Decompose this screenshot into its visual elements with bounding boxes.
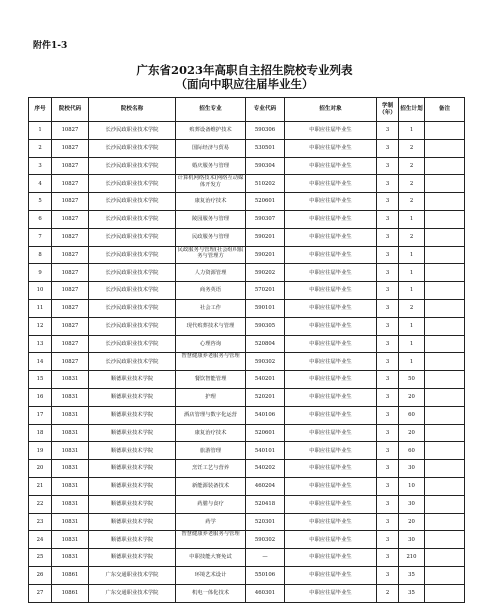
cell-note (425, 157, 465, 175)
cell-plan: 20 (399, 513, 425, 531)
cell-years: 3 (377, 442, 399, 460)
cell-school-name: 长沙民政职业技术学院 (89, 335, 176, 353)
cell-school-code: 10827 (52, 299, 89, 317)
cell-major: 人力资源管理 (176, 264, 246, 282)
cell-school-code: 10831 (52, 388, 89, 406)
cell-plan: 2 (399, 193, 425, 211)
cell-no: 1 (29, 122, 52, 140)
cell-no: 26 (29, 566, 52, 584)
cell-target: 中职应往届毕业生 (285, 531, 377, 549)
cell-school-name: 顺德职业技术学院 (89, 477, 176, 495)
cell-major: 婚庆服务与管理 (176, 157, 246, 175)
cell-target: 中职应往届毕业生 (285, 335, 377, 353)
cell-target: 中职应往届毕业生 (285, 549, 377, 567)
cell-plan: 2 (399, 228, 425, 246)
cell-major-code: 460204 (246, 477, 285, 495)
cell-years: 3 (377, 210, 399, 228)
cell-major (176, 353, 246, 371)
cell-major: 机电一体化技术 (176, 584, 246, 602)
cell-major (176, 531, 246, 549)
cell-major-code: 590201 (246, 246, 285, 264)
cell-school-code: 10827 (52, 246, 89, 264)
table-row (29, 157, 465, 175)
cell-major: 商务英语 (176, 282, 246, 300)
header-school-name: 院校名称 (89, 98, 176, 122)
cell-plan: 1 (399, 210, 425, 228)
table-row (29, 513, 465, 531)
cell-major-code: 520301 (246, 513, 285, 531)
cell-major-code: 520804 (246, 335, 285, 353)
table-row (29, 424, 465, 442)
cell-school-code: 10827 (52, 228, 89, 246)
cell-major: 中职技能大赛免试 (176, 549, 246, 567)
header-note: 备注 (425, 98, 465, 122)
cell-no: 5 (29, 193, 52, 211)
cell-school-name: 长沙民政职业技术学院 (89, 228, 176, 246)
cell-major-code: 520601 (246, 193, 285, 211)
cell-no: 27 (29, 584, 52, 602)
cell-target: 中职应往届毕业生 (285, 406, 377, 424)
cell-school-code: 10831 (52, 549, 89, 567)
cell-plan: 1 (399, 353, 425, 371)
cell-note (425, 531, 465, 549)
table-row (29, 566, 465, 584)
cell-school-code: 10827 (52, 282, 89, 300)
cell-major-code: 530501 (246, 139, 285, 157)
cell-major-code: 590304 (246, 157, 285, 175)
cell-school-name: 顺德职业技术学院 (89, 513, 176, 531)
header-plan: 招生计划 (399, 98, 425, 122)
cell-plan: 1 (399, 122, 425, 140)
cell-major: 社会工作 (176, 299, 246, 317)
cell-major-code: 590201 (246, 228, 285, 246)
cell-note (425, 442, 465, 460)
cell-major-code: 550106 (246, 566, 285, 584)
cell-major: 环境艺术设计 (176, 566, 246, 584)
cell-major-code: 590302 (246, 531, 285, 549)
cell-plan: 30 (399, 460, 425, 478)
cell-major: 药学 (176, 513, 246, 531)
cell-major-code: 520418 (246, 495, 285, 513)
cell-school-code: 10831 (52, 513, 89, 531)
cell-school-name: 长沙民政职业技术学院 (89, 139, 176, 157)
cell-note (425, 317, 465, 335)
attachment-label: 附件1-3 (33, 41, 68, 51)
cell-target: 中职应往届毕业生 (285, 460, 377, 478)
cell-plan: 50 (399, 371, 425, 389)
cell-school-name: 顺德职业技术学院 (89, 460, 176, 478)
cell-major: 酒店管理与数字化运营 (176, 406, 246, 424)
cell-no: 21 (29, 477, 52, 495)
cell-note (425, 246, 465, 264)
cell-major: 陵园服务与管理 (176, 210, 246, 228)
cell-no: 23 (29, 513, 52, 531)
cell-target: 中职应往届毕业生 (285, 282, 377, 300)
cell-target: 中职应往届毕业生 (285, 477, 377, 495)
cell-plan: 35 (399, 566, 425, 584)
cell-years: 3 (377, 246, 399, 264)
table-row (29, 264, 465, 282)
cell-no: 2 (29, 139, 52, 157)
cell-target: 中职应往届毕业生 (285, 566, 377, 584)
cell-school-name: 广东交通职业技术学院 (89, 566, 176, 584)
cell-years: 3 (377, 157, 399, 175)
cell-plan: 60 (399, 406, 425, 424)
table-row (29, 335, 465, 353)
cell-target: 中职应往届毕业生 (285, 495, 377, 513)
cell-school-name: 长沙民政职业技术学院 (89, 264, 176, 282)
cell-school-name: 长沙民政职业技术学院 (89, 122, 176, 140)
document-title: 广东省2023年高职自主招生院校专业列表 (136, 63, 353, 77)
cell-major-code: 590307 (246, 210, 285, 228)
cell-major-code: 590306 (246, 122, 285, 140)
cell-school-name: 长沙民政职业技术学院 (89, 193, 176, 211)
cell-school-code: 10827 (52, 193, 89, 211)
cell-years: 3 (377, 193, 399, 211)
cell-note (425, 406, 465, 424)
table-row (29, 549, 465, 567)
cell-note (425, 549, 465, 567)
cell-note (425, 477, 465, 495)
cell-target: 中职应往届毕业生 (285, 442, 377, 460)
cell-no: 4 (29, 175, 52, 193)
cell-major: 现代殡葬技术与管理 (176, 317, 246, 335)
cell-target: 中职应往届毕业生 (285, 122, 377, 140)
cell-school-name: 顺德职业技术学院 (89, 424, 176, 442)
cell-note (425, 424, 465, 442)
cell-no: 19 (29, 442, 52, 460)
table-row (29, 442, 465, 460)
cell-major-code: 540101 (246, 442, 285, 460)
cell-major (176, 175, 246, 193)
cell-major-text: 智慧健康养老服务与管理 (181, 353, 240, 360)
majors-table (28, 97, 465, 603)
cell-plan: 10 (399, 477, 425, 495)
cell-target: 中职应往届毕业生 (285, 353, 377, 371)
cell-major: 康复治疗技术 (176, 193, 246, 211)
cell-school-code: 10827 (52, 335, 89, 353)
cell-no: 25 (29, 549, 52, 567)
cell-major-text: 智慧健康养老服务与管理 (181, 531, 240, 538)
cell-major-code: 510202 (246, 175, 285, 193)
cell-target: 中职应往届毕业生 (285, 139, 377, 157)
cell-major-code: 540106 (246, 406, 285, 424)
cell-major: 护理 (176, 388, 246, 406)
cell-school-name: 顺德职业技术学院 (89, 549, 176, 567)
cell-years: 3 (377, 228, 399, 246)
cell-major-code: 520601 (246, 424, 285, 442)
cell-note (425, 122, 465, 140)
cell-target: 中职应往届毕业生 (285, 175, 377, 193)
cell-plan: 1 (399, 282, 425, 300)
table-row (29, 353, 465, 371)
table-row (29, 460, 465, 478)
cell-school-code: 10827 (52, 122, 89, 140)
table-row (29, 193, 465, 211)
cell-no: 20 (29, 460, 52, 478)
cell-plan: 210 (399, 549, 425, 567)
table-header-row (29, 98, 465, 122)
cell-target: 中职应往届毕业生 (285, 246, 377, 264)
cell-note (425, 139, 465, 157)
table-row (29, 299, 465, 317)
cell-target: 中职应往届毕业生 (285, 228, 377, 246)
cell-years: 3 (377, 531, 399, 549)
table-row (29, 228, 465, 246)
cell-years: 3 (377, 122, 399, 140)
cell-target: 中职应往届毕业生 (285, 371, 377, 389)
cell-note (425, 513, 465, 531)
table-row (29, 282, 465, 300)
cell-years: 3 (377, 388, 399, 406)
table-row (29, 584, 465, 602)
table-row (29, 175, 465, 193)
cell-no: 8 (29, 246, 52, 264)
cell-years: 3 (377, 477, 399, 495)
cell-major-code: 570201 (246, 282, 285, 300)
cell-school-code: 10831 (52, 442, 89, 460)
cell-no: 9 (29, 264, 52, 282)
cell-note (425, 228, 465, 246)
cell-school-name: 长沙民政职业技术学院 (89, 157, 176, 175)
cell-years: 3 (377, 282, 399, 300)
cell-note (425, 460, 465, 478)
cell-school-code: 10827 (52, 210, 89, 228)
table-row (29, 531, 465, 549)
cell-years: 3 (377, 299, 399, 317)
table-row (29, 477, 465, 495)
cell-note (425, 210, 465, 228)
header-major-code: 专业代码 (246, 98, 285, 122)
cell-school-code: 10831 (52, 460, 89, 478)
cell-target: 中职应往届毕业生 (285, 157, 377, 175)
table-row (29, 388, 465, 406)
cell-no: 7 (29, 228, 52, 246)
cell-target: 中职应往届毕业生 (285, 264, 377, 282)
cell-plan: 20 (399, 388, 425, 406)
cell-no: 13 (29, 335, 52, 353)
cell-major: 新能源装备技术 (176, 477, 246, 495)
cell-major-code: — (246, 549, 285, 567)
cell-years: 3 (377, 353, 399, 371)
cell-school-code: 10831 (52, 371, 89, 389)
cell-school-name: 长沙民政职业技术学院 (89, 299, 176, 317)
cell-target: 中职应往届毕业生 (285, 388, 377, 406)
table-row (29, 210, 465, 228)
cell-school-code: 10827 (52, 264, 89, 282)
cell-note (425, 299, 465, 317)
cell-major: 烹饪工艺与营养 (176, 460, 246, 478)
cell-school-name: 长沙民政职业技术学院 (89, 246, 176, 264)
table-row (29, 139, 465, 157)
cell-no: 11 (29, 299, 52, 317)
cell-no: 17 (29, 406, 52, 424)
cell-major: 殡葬设备维护技术 (176, 122, 246, 140)
cell-school-name: 长沙民政职业技术学院 (89, 210, 176, 228)
cell-years: 3 (377, 264, 399, 282)
cell-years: 3 (377, 549, 399, 567)
cell-major-code: 590305 (246, 317, 285, 335)
cell-target: 中职应往届毕业生 (285, 299, 377, 317)
cell-plan: 20 (399, 424, 425, 442)
cell-no: 22 (29, 495, 52, 513)
cell-school-name: 长沙民政职业技术学院 (89, 175, 176, 193)
cell-school-name: 广东交通职业技术学院 (89, 584, 176, 602)
cell-major: 旅游管理 (176, 442, 246, 460)
cell-plan: 30 (399, 531, 425, 549)
cell-no: 10 (29, 282, 52, 300)
table-row (29, 246, 465, 264)
cell-school-code: 10827 (52, 175, 89, 193)
header-target: 招生对象 (285, 98, 377, 122)
cell-major: 心理咨询 (176, 335, 246, 353)
cell-school-name: 长沙民政职业技术学院 (89, 353, 176, 371)
table-row (29, 495, 465, 513)
cell-school-name: 顺德职业技术学院 (89, 371, 176, 389)
cell-no: 18 (29, 424, 52, 442)
cell-major-code: 520201 (246, 388, 285, 406)
cell-years: 3 (377, 139, 399, 157)
cell-no: 3 (29, 157, 52, 175)
cell-note (425, 282, 465, 300)
table-row (29, 371, 465, 389)
cell-major-code: 540202 (246, 460, 285, 478)
table-row (29, 317, 465, 335)
cell-major: 民政服务与管理 (176, 228, 246, 246)
cell-note (425, 193, 465, 211)
cell-years: 3 (377, 566, 399, 584)
cell-school-name: 顺德职业技术学院 (89, 442, 176, 460)
cell-note (425, 566, 465, 584)
cell-note (425, 495, 465, 513)
cell-school-name: 顺德职业技术学院 (89, 406, 176, 424)
cell-target: 中职应往届毕业生 (285, 193, 377, 211)
cell-note (425, 264, 465, 282)
cell-major-code: 540201 (246, 371, 285, 389)
cell-no: 14 (29, 353, 52, 371)
cell-no: 15 (29, 371, 52, 389)
cell-school-name: 顺德职业技术学院 (89, 531, 176, 549)
cell-no: 16 (29, 388, 52, 406)
cell-school-code: 10827 (52, 157, 89, 175)
cell-school-name: 长沙民政职业技术学院 (89, 317, 176, 335)
cell-no: 24 (29, 531, 52, 549)
cell-major (176, 246, 246, 264)
cell-years: 3 (377, 495, 399, 513)
cell-no: 12 (29, 317, 52, 335)
cell-years: 3 (377, 424, 399, 442)
cell-plan: 2 (399, 157, 425, 175)
cell-major: 国际经济与贸易 (176, 139, 246, 157)
cell-school-code: 10827 (52, 139, 89, 157)
cell-school-code: 10831 (52, 406, 89, 424)
cell-major-code: 590302 (246, 353, 285, 371)
cell-plan: 2 (399, 175, 425, 193)
cell-years: 3 (377, 175, 399, 193)
cell-target: 中职应往届毕业生 (285, 210, 377, 228)
cell-years: 3 (377, 406, 399, 424)
cell-school-code: 10861 (52, 566, 89, 584)
header-years: 学制（年） (377, 98, 399, 122)
cell-school-code: 10831 (52, 477, 89, 495)
cell-plan: 2 (399, 299, 425, 317)
header-school-code: 院校代码 (52, 98, 89, 122)
header-no: 序号 (29, 98, 52, 122)
cell-note (425, 335, 465, 353)
cell-school-code: 10831 (52, 495, 89, 513)
cell-major-code: 590202 (246, 264, 285, 282)
cell-plan: 2 (399, 139, 425, 157)
cell-school-code: 10831 (52, 531, 89, 549)
cell-major-code: 590101 (246, 299, 285, 317)
cell-target: 中职应往届毕业生 (285, 513, 377, 531)
cell-plan: 35 (399, 584, 425, 602)
cell-school-name: 顺德职业技术学院 (89, 495, 176, 513)
cell-school-code: 10827 (52, 353, 89, 371)
cell-target: 中职应往届毕业生 (285, 317, 377, 335)
cell-school-name: 长沙民政职业技术学院 (89, 282, 176, 300)
cell-major: 康复治疗技术 (176, 424, 246, 442)
cell-school-code: 10827 (52, 317, 89, 335)
cell-major-code: 460301 (246, 584, 285, 602)
cell-major-text: 计算机网络技术(网络互动媒体开发方 (177, 175, 244, 188)
cell-school-code: 10831 (52, 424, 89, 442)
cell-note (425, 388, 465, 406)
cell-plan: 30 (399, 495, 425, 513)
cell-major: 药膳与食疗 (176, 495, 246, 513)
cell-note (425, 371, 465, 389)
cell-years: 3 (377, 513, 399, 531)
cell-years: 3 (377, 460, 399, 478)
cell-years: 3 (377, 371, 399, 389)
cell-note (425, 353, 465, 371)
cell-note (425, 175, 465, 193)
cell-target: 中职应往届毕业生 (285, 424, 377, 442)
header-major: 招生专业 (176, 98, 246, 122)
cell-school-code: 10861 (52, 584, 89, 602)
cell-note (425, 584, 465, 602)
cell-years: 2 (377, 584, 399, 602)
cell-major: 餐饮智能管理 (176, 371, 246, 389)
cell-target: 中职应往届毕业生 (285, 584, 377, 602)
table-row (29, 406, 465, 424)
cell-years: 3 (377, 335, 399, 353)
cell-years: 3 (377, 317, 399, 335)
table-row (29, 122, 465, 140)
cell-major-text: 民政服务与管理(社会组织服务与管理方 (177, 246, 244, 259)
cell-school-name: 顺德职业技术学院 (89, 388, 176, 406)
cell-no: 6 (29, 210, 52, 228)
cell-plan: 1 (399, 246, 425, 264)
cell-plan: 1 (399, 264, 425, 282)
cell-plan: 60 (399, 442, 425, 460)
cell-plan: 1 (399, 317, 425, 335)
cell-plan: 1 (399, 335, 425, 353)
document-subtitle: （面向中职应往届毕业生） (175, 77, 314, 91)
